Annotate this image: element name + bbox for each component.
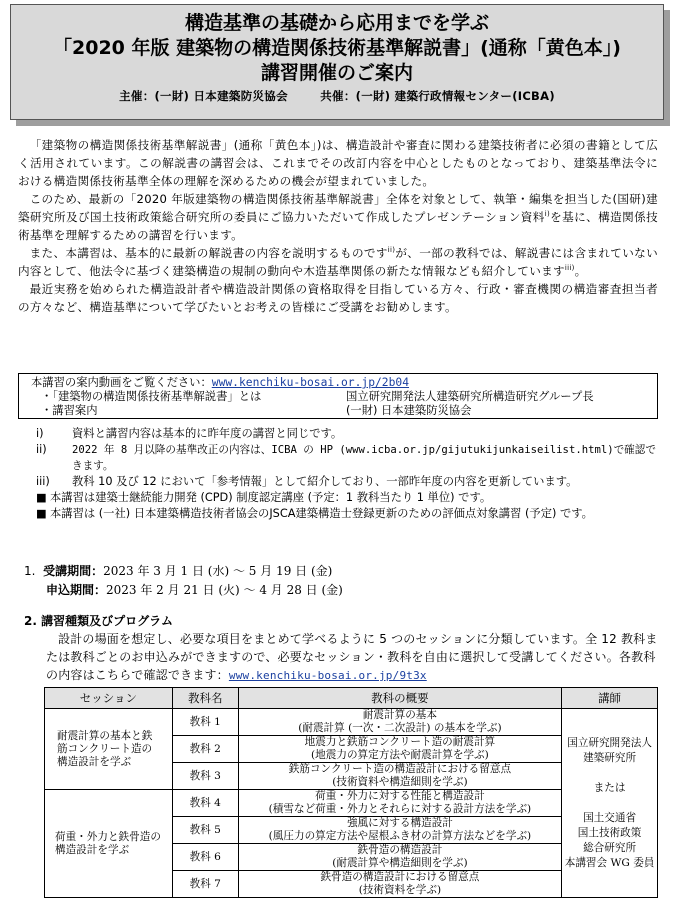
subject-summary: 荷重・外力に対する性能と構造設計 (積雪など荷重・外力とそれらに対する設計方法を学ぶ): [238, 790, 561, 817]
notes: [36, 426, 666, 522]
note-item: iii) 教科 10 及び 12 において「参考情報」として紹介しており、一部昨年度の内容を更新しています。: [36, 475, 578, 488]
subject-summary: 鉄骨造の構造設計における留意点 (技術資料を学ぶ): [238, 871, 561, 898]
apply-row: 申込期間：2023 年 2 月 21 日 (火) ～ 4 月 28 日 (金): [46, 583, 343, 597]
intro-paragraph-2: このため、最新の「2020 年版建築物の構造関係技術基準解説書」全体を対象として、執筆・編集を担当した(国研)建築研究所及び国土技術政策総合研究所の委員にご協力いただいて作成したプレゼンテーション資料$^{i)}$を基に、構造関係技術基準を理解するための講習を行います。: [18, 192, 659, 242]
schedule: [24, 562, 343, 600]
subject-name: 教科 5: [172, 817, 238, 844]
title-banner: [10, 4, 664, 120]
subject-summary: 耐震計算の基本 (耐震計算 (一次・二次設計) の基本を学ぶ): [238, 709, 561, 736]
intro-paragraph-1: 「建築物の構造関係技術基準解説書」(通称「黄色本」)は、構造設計や審査に関わる建築技術者に必須の書籍として広く活用されています。この解説書の講習会は、これまでその改訂内容を中心としたものとなっており、建築基準法令における構造関係技術基準全体の理解を深めるための機会が望まれていました。: [18, 138, 658, 188]
subject-summary: 地震力と鉄筋コンクリート造の耐震計算 (地震力の算定方法や耐震計算を学ぶ): [238, 736, 561, 763]
video-item-1: ・「建築物の構造関係技術基準解説書」とは 国立研究開発法人建築研究所構造研究グループ長: [41, 390, 594, 403]
program-description: 設計の場面を想定し、必要な項目をまとめて学べるように 5 つのセッションに分類しています。全 12 教科または教科ごとのお申込みができますので、必要なセッション・教科を自由に選択して受講してください。各教科の内容はこちらで確認できます：www.kenchiku-bosai.or.jp/9t3x: [46, 632, 658, 682]
note-item: i) 資料と講習内容は基本的に昨年度の講習と同じです。: [36, 427, 343, 440]
program-link[interactable]: www.kenchiku-bosai.or.jp/9t3x: [228, 669, 427, 682]
subject-summary: 鉄骨造の構造設計 (耐震計算や構造細則を学ぶ): [238, 844, 561, 871]
program-table: [44, 687, 658, 898]
video-item-2: ・講習案内 (一財) 日本建築防災協会: [41, 404, 472, 417]
header-instructor: 講師: [562, 688, 658, 709]
title-line-2: 「2020 年版 建築物の構造関係技術基準解説書」(通称「黄色本」): [53, 37, 621, 59]
subject-summary: 強風に対する構造設計 (風圧力の算定方法や屋根ふき材の計算方法などを学ぶ): [238, 817, 561, 844]
table-header-row: [45, 688, 658, 709]
subject-name: 教科 6: [172, 844, 238, 871]
table-row: [45, 709, 658, 736]
organizers: [11, 89, 663, 104]
subject-name: 教科 2: [172, 736, 238, 763]
instructor: 国立研究開発法人 建築研究所 または 国土交通省 国土技術政策 総合研究所 本講習会 WG 委員: [562, 709, 658, 898]
intro-paragraph-3: また、本講習は、基本的に最新の解説書の内容を説明するものです$^{ii)}$が、一部の教科では、解説書には含まれていない内容として、他法令に基づく建築構造の規制の動向や木造基準関係の新たな情報なども紹介しています$^{iii)}$。: [18, 246, 658, 278]
note-item: ii) 2022 年 8 月以降の基準改正の内容は、ICBA の HP (www.icba.or.jp/gijutukijunkaiseilist.html)で確認できます。: [36, 443, 656, 472]
header-summary: 教科の概要: [238, 688, 561, 709]
cosponsor: 共催：(一財) 建築行政情報センター(ICBA): [320, 89, 555, 103]
bullet-item: ■ 本講習は (一社) 日本建築構造技術者協会のJSCA建築構造士登録更新のための評価点対象講習 (予定) です。: [36, 507, 593, 520]
subject-name: 教科 7: [172, 871, 238, 898]
intro-text: [18, 136, 658, 316]
video-info-box: [18, 373, 658, 419]
header-session: セッション: [45, 688, 173, 709]
subject-name: 教科 4: [172, 790, 238, 817]
program-title: 2. 講習種類及びプログラム: [24, 614, 173, 628]
session-1: 耐震計算の基本と鉄筋コンクリート造の構造設計を学ぶ: [45, 709, 173, 790]
period-row: 1. 受講期間：2023 年 3 月 1 日 (水) ～ 5 月 19 日 (金): [24, 564, 333, 578]
organizer: 主催：(一財) 日本建築防災協会: [119, 89, 288, 103]
program-section: [24, 612, 664, 685]
intro-paragraph-4: 最近実務を始められた構造設計者や構造設計関係の資格取得を目指している方々、行政・審査機関の構造審査担当者の方々など、構造基準について学びたいとお考えの皆様にご受講をお勧めします。: [18, 282, 658, 314]
video-link[interactable]: www.kenchiku-bosai.or.jp/2b04: [211, 376, 410, 389]
subject-name: 教科 1: [172, 709, 238, 736]
subject-name: 教科 3: [172, 763, 238, 790]
title-line-1: 構造基準の基礎から応用までを学ぶ: [184, 12, 489, 34]
header-subject: 教科名: [172, 688, 238, 709]
session-2: 荷重・外力と鉄骨造の構造設計を学ぶ: [45, 790, 173, 898]
title-line-3: 講習開催のご案内: [260, 62, 413, 84]
video-lead: 本講習の案内動画をご覧ください：www.kenchiku-bosai.or.jp/2b04: [31, 376, 410, 389]
subject-summary: 鉄筋コンクリート造の構造設計における留意点 (技術資料や構造細則を学ぶ): [238, 763, 561, 790]
bullet-item: ■ 本講習は建築士継続能力開発 (CPD) 制度認定講座 (予定：1 教科当たり 1 単位) です。: [36, 491, 492, 504]
